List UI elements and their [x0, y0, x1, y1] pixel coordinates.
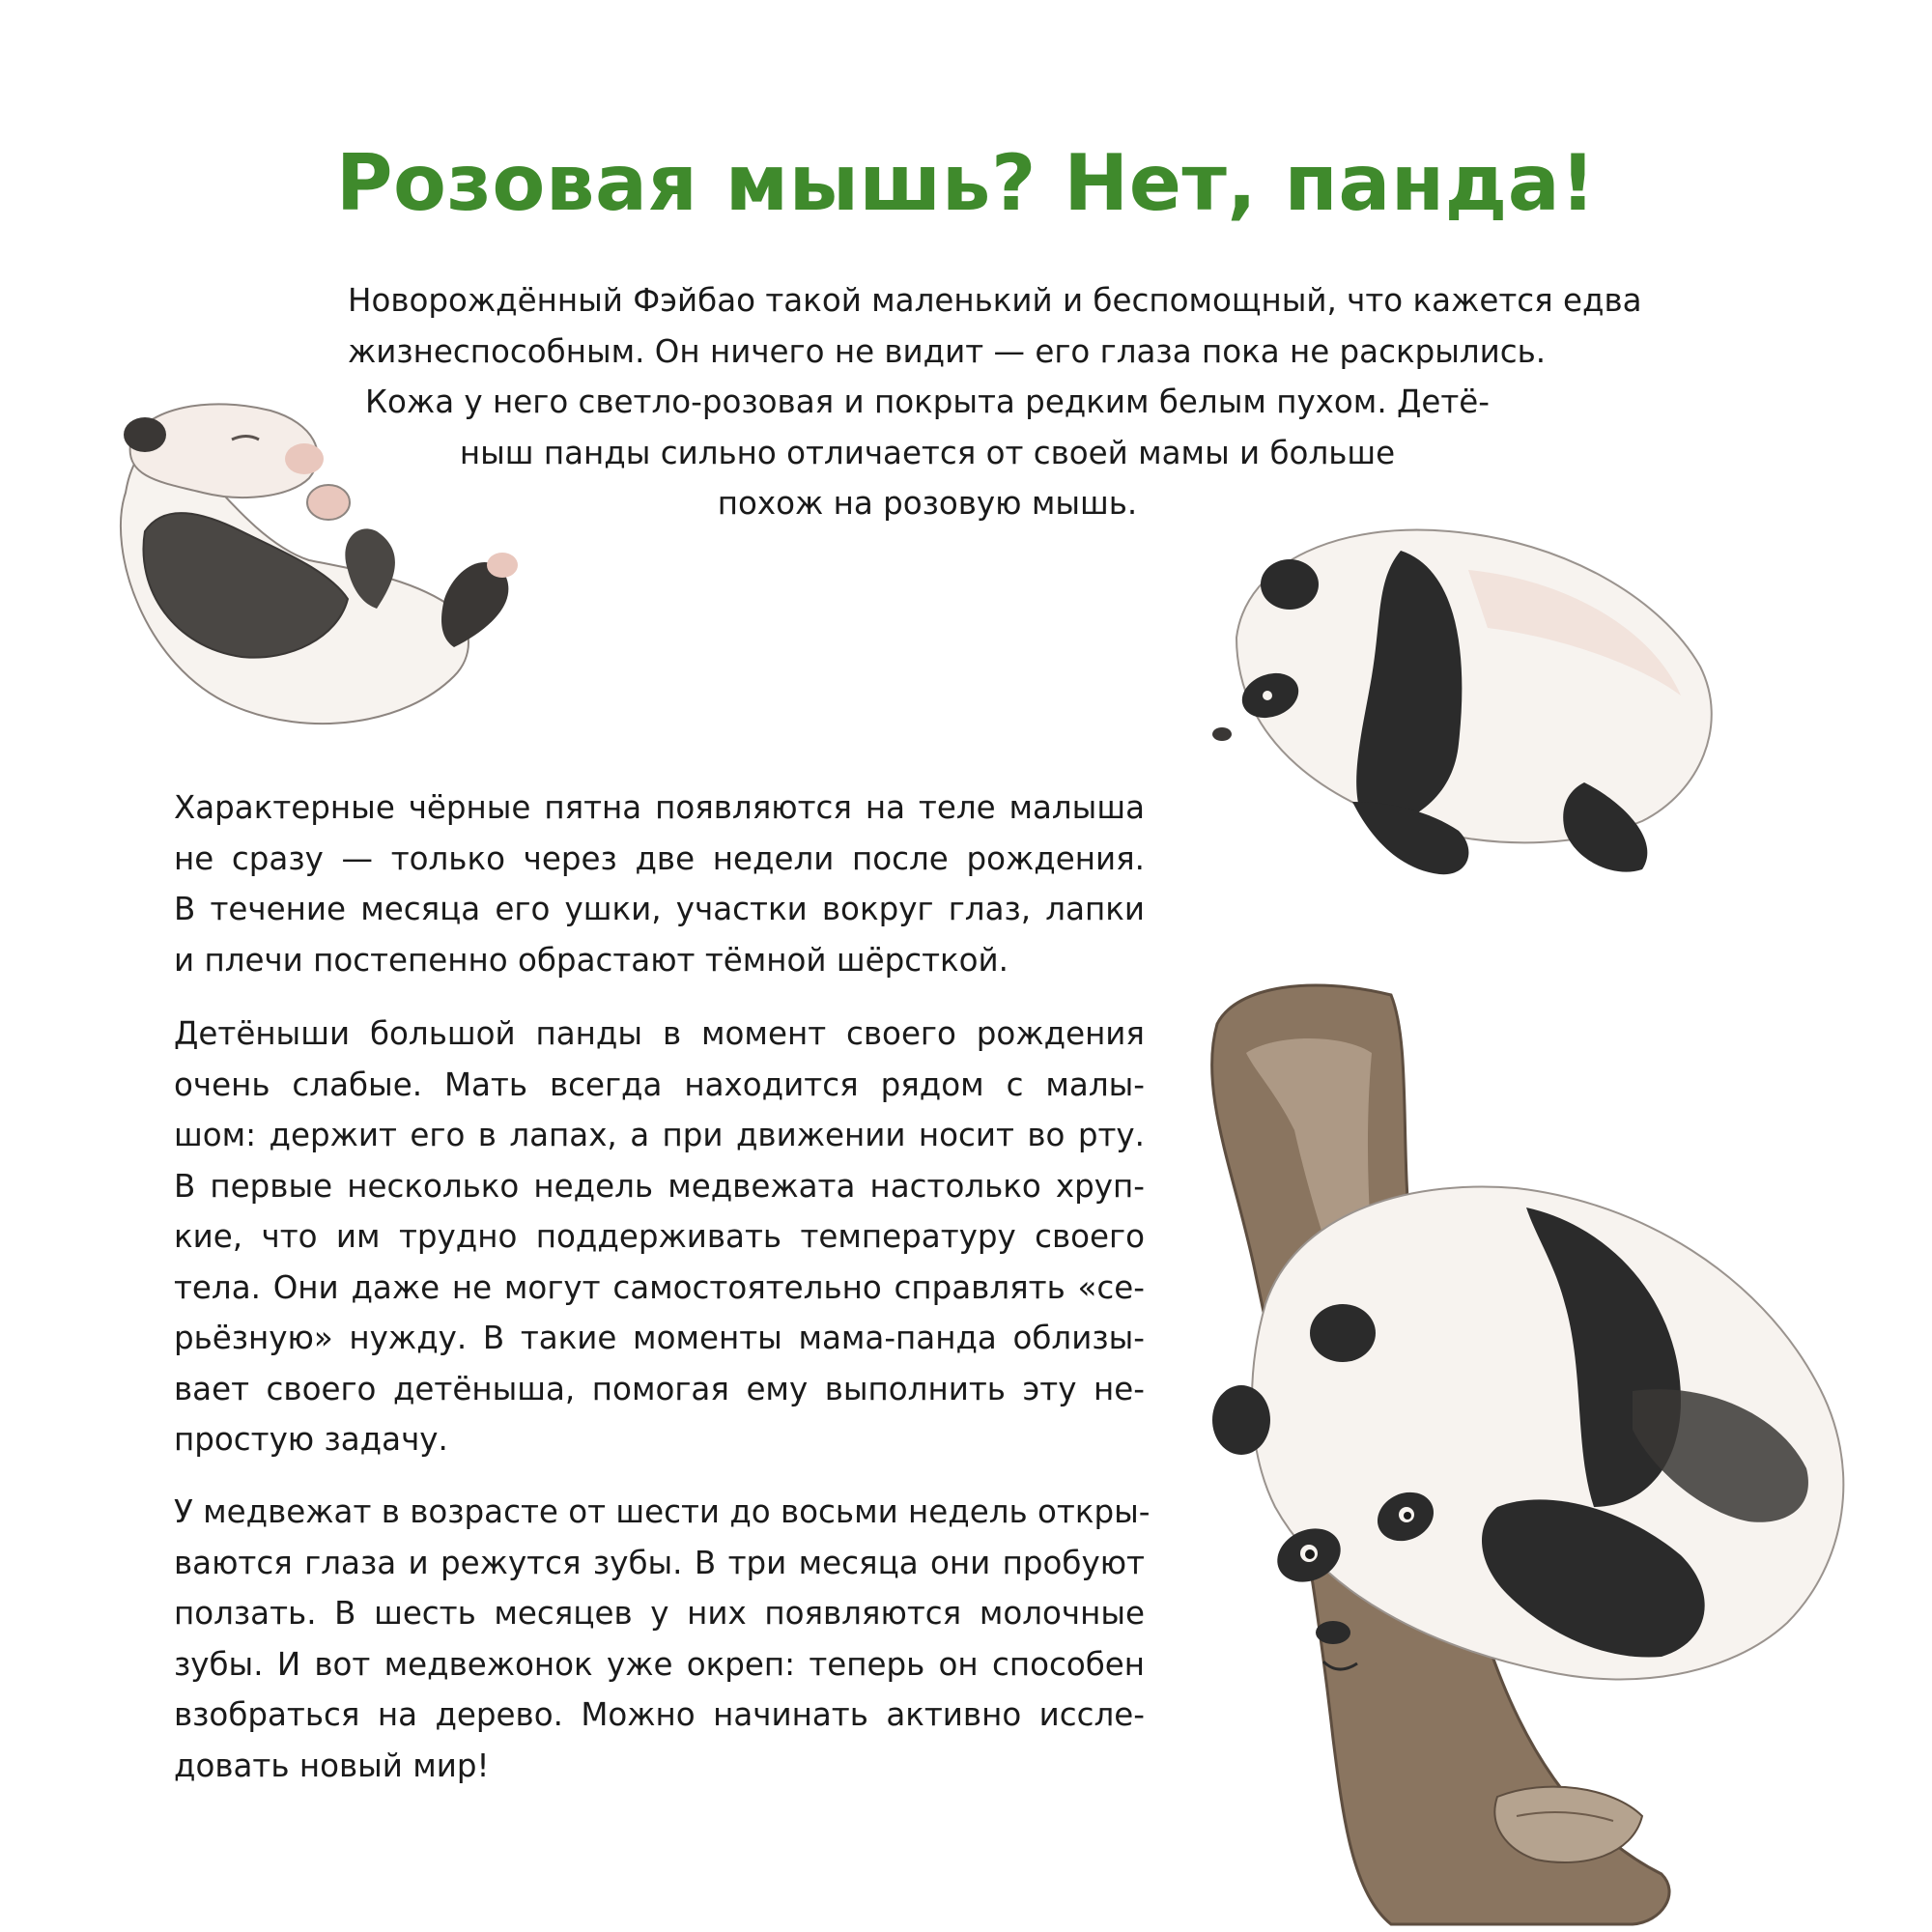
- paragraph-weak-cubs: [174, 1009, 1145, 1465]
- text-line: вает своего детёныша, помогая ему выполнить эту не-: [174, 1370, 1145, 1407]
- text-line: рьёзную» нужду. В такие моменты мама-панда облизы-: [174, 1320, 1145, 1356]
- paragraph-growing-up: [174, 1487, 1151, 1791]
- text-line: и плечи постепенно обрастают тёмной шёрсткой.: [174, 941, 1009, 979]
- intro-line: Кожа у него светло-розовая и покрыта редким белым пухом. Детё-: [364, 384, 1491, 420]
- text-line: не сразу — только через две недели после рождения.: [174, 839, 1145, 877]
- text-line: довать новый мир!: [174, 1747, 490, 1784]
- intro-line: Новорождённый Фэйбао такой маленький и беспомощный, что кажется едва: [348, 282, 1642, 319]
- text-line: простую задачу.: [174, 1421, 448, 1458]
- text-line: В течение месяца его ушки, участки вокруг глаз, лапки: [174, 891, 1145, 927]
- page-title: Розовая мышь? Нет, панда!: [335, 138, 1597, 228]
- text-line: В первые несколько недель медвежата настолько хруп-: [174, 1167, 1145, 1205]
- intro-line: ныш панды сильно отличается от своей мамы и больше: [459, 434, 1396, 471]
- walking-cub-illustration: [1179, 512, 1758, 918]
- text-line: взобраться на дерево. Можно начинать активно иссле-: [174, 1696, 1145, 1733]
- text-line: зубы. И вот медвежонок уже окреп: теперь он способен: [174, 1645, 1145, 1683]
- text-line: шом: держит его в лапах, а при движении носит во рту.: [174, 1117, 1145, 1153]
- text-line: кие, что им трудно поддерживать температуру своего: [174, 1218, 1145, 1255]
- newborn-panda-illustration: [87, 386, 589, 773]
- climbing-cub-illustration: [1179, 966, 1893, 1927]
- paragraph-black-spots: [174, 782, 1145, 985]
- text-line: ползать. В шесть месяцев у них появляются молочные: [174, 1595, 1145, 1632]
- text-line: Детёныши большой панды в момент своего рождения: [174, 1015, 1145, 1052]
- text-line: Характерные чёрные пятна появляются на теле малыша: [174, 789, 1145, 826]
- text-line: очень слабые. Мать всегда находится рядом с малы-: [174, 1065, 1145, 1103]
- text-line: У медвежат в возрасте от шести до восьми недель откры-: [174, 1493, 1151, 1530]
- text-line: ваются глаза и режутся зубы. В три месяца они пробуют: [174, 1544, 1145, 1581]
- intro-line: похож на розовую мышь.: [717, 485, 1138, 522]
- text-line: тела. Они даже не могут самостоятельно справлять «се-: [174, 1268, 1145, 1306]
- intro-line: жизнеспособным. Он ничего не видит — его глаза пока не раскрылись.: [348, 332, 1547, 370]
